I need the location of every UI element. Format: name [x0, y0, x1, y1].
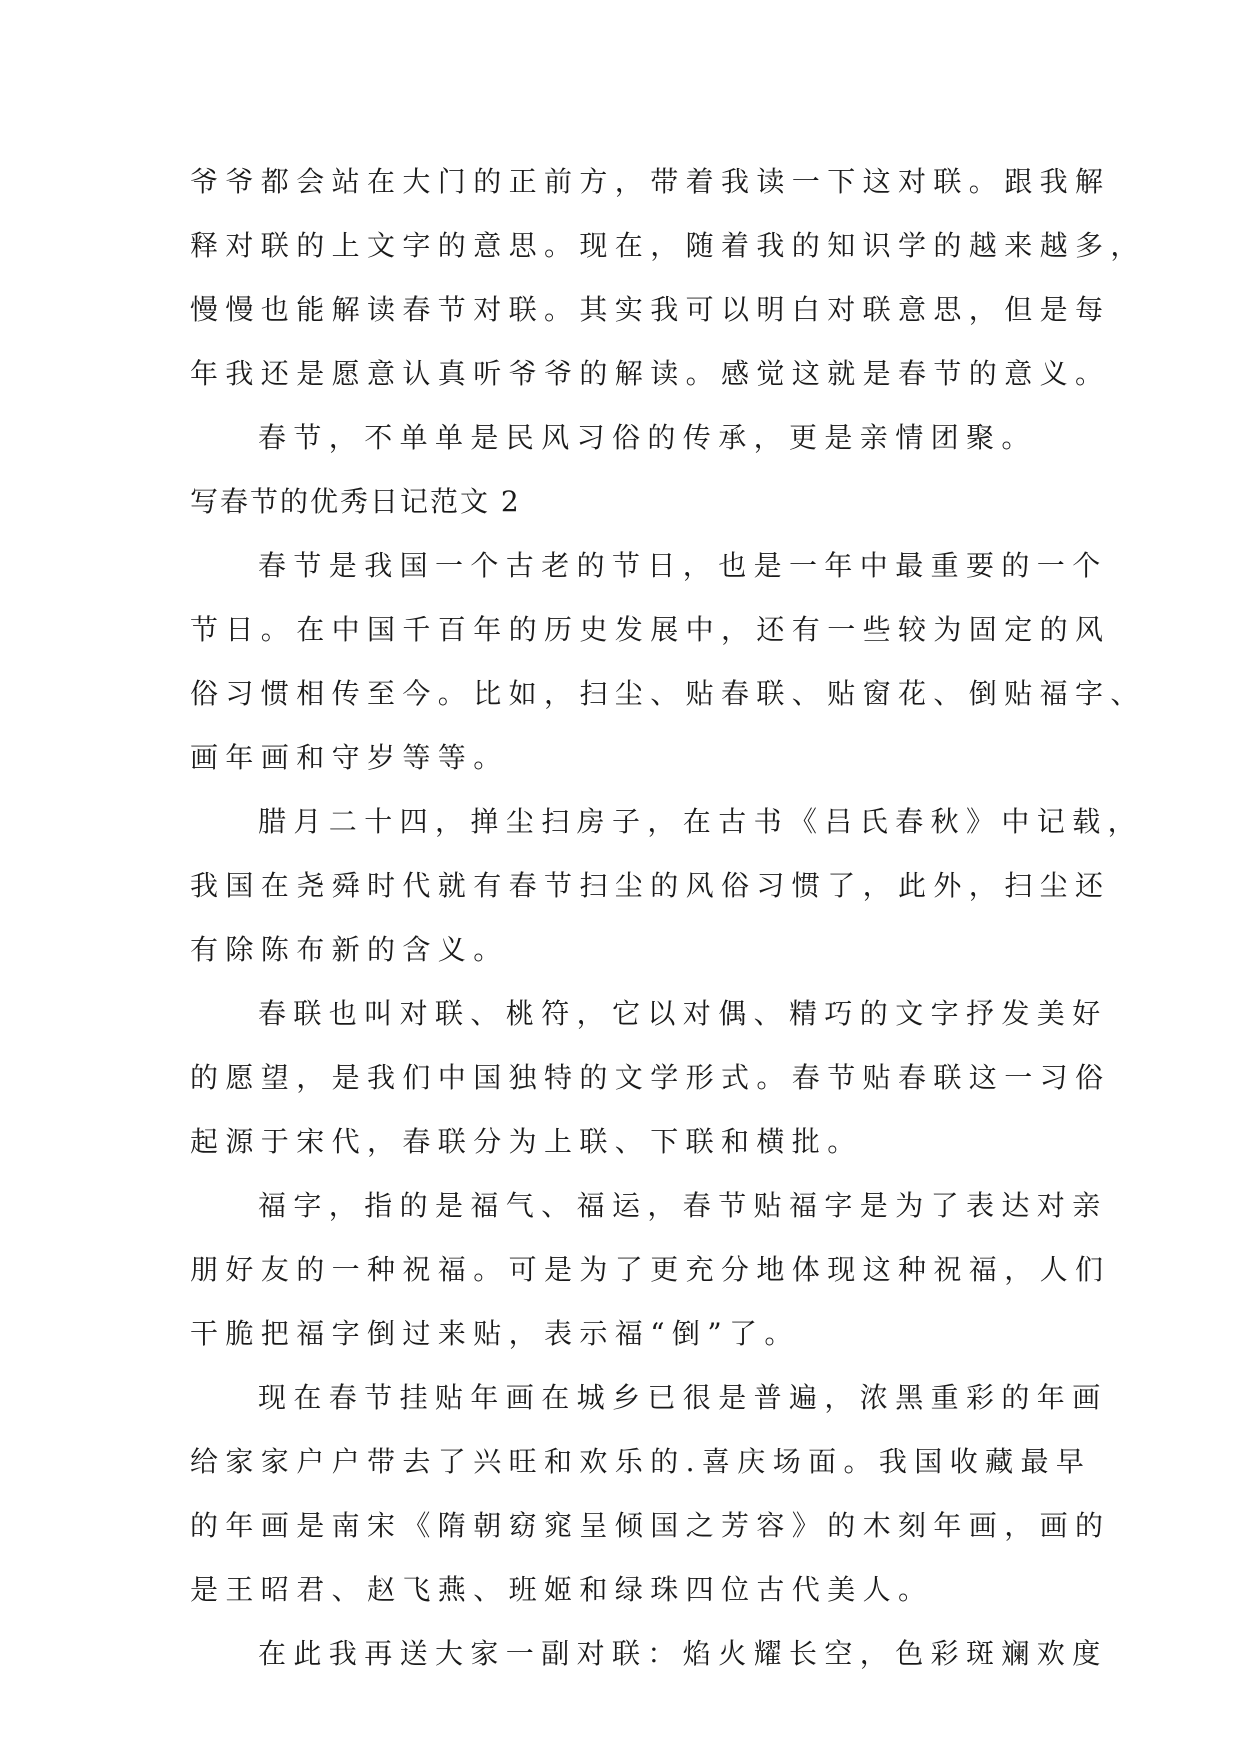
paragraph-start-line: 春节是我国一个古老的节日，也是一年中最重要的一个 [258, 549, 1108, 582]
text-line: 干脆把福字倒过来贴，表示福“倒”了。 [190, 1317, 800, 1350]
paragraph-start-line: 腊月二十四，掸尘扫房子，在古书《吕氏春秋》中记载， [258, 805, 1144, 838]
text-line: 是王昭君、赵飞燕、班姬和绿珠四位古代美人。 [190, 1573, 934, 1606]
text-line: 爷爷都会站在大门的正前方，带着我读一下这对联。跟我解 [190, 165, 1111, 198]
paragraph-start-line: 春联也叫对联、桃符，它以对偶、精巧的文字抒发美好 [258, 997, 1108, 1030]
text-line: 有除陈布新的含义。 [190, 933, 509, 966]
paragraph-start-line: 福字，指的是福气、福运，春节贴福字是为了表达对亲 [258, 1189, 1108, 1222]
text-line: 年我还是愿意认真听爷爷的解读。感觉这就是春节的意义。 [190, 357, 1111, 390]
text-line: 画年画和守岁等等。 [190, 741, 509, 774]
document-body [190, 150, 1146, 1686]
text-line: 我国在尧舜时代就有春节扫尘的风俗习惯了，此外，扫尘还 [190, 869, 1111, 902]
text-line: 节日。在中国千百年的历史发展中，还有一些较为固定的风 [190, 613, 1111, 646]
text-line: 给家家户户带去了兴旺和欢乐的.喜庆场面。我国收藏最早 [190, 1445, 1092, 1478]
paragraph-start-line: 春节，不单单是民风习俗的传承，更是亲情团聚。 [258, 421, 1037, 454]
text-line: 朋好友的一种祝福。可是为了更充分地体现这种祝福，人们 [190, 1253, 1111, 1286]
paragraph-start-line: 在此我再送大家一副对联：焰火耀长空，色彩斑斓欢度 [258, 1637, 1108, 1670]
text-line: 俗习惯相传至今。比如，扫尘、贴春联、贴窗花、倒贴福字、 [190, 677, 1146, 710]
text-line: 释对联的上文字的意思。现在，随着我的知识学的越来越多， [190, 229, 1146, 262]
text-line: 的年画是南宋《隋朝窈窕呈倾国之芳容》的木刻年画，画的 [190, 1509, 1111, 1542]
text-line: 起源于宋代，春联分为上联、下联和横批。 [190, 1125, 863, 1158]
section-heading: 写春节的优秀日记范文 2 [190, 485, 521, 518]
text-line: 慢慢也能解读春节对联。其实我可以明白对联意思，但是每 [190, 293, 1111, 326]
text-line: 的愿望，是我们中国独特的文学形式。春节贴春联这一习俗 [190, 1061, 1111, 1094]
paragraph-start-line: 现在春节挂贴年画在城乡已很是普遍，浓黑重彩的年画 [258, 1381, 1108, 1414]
